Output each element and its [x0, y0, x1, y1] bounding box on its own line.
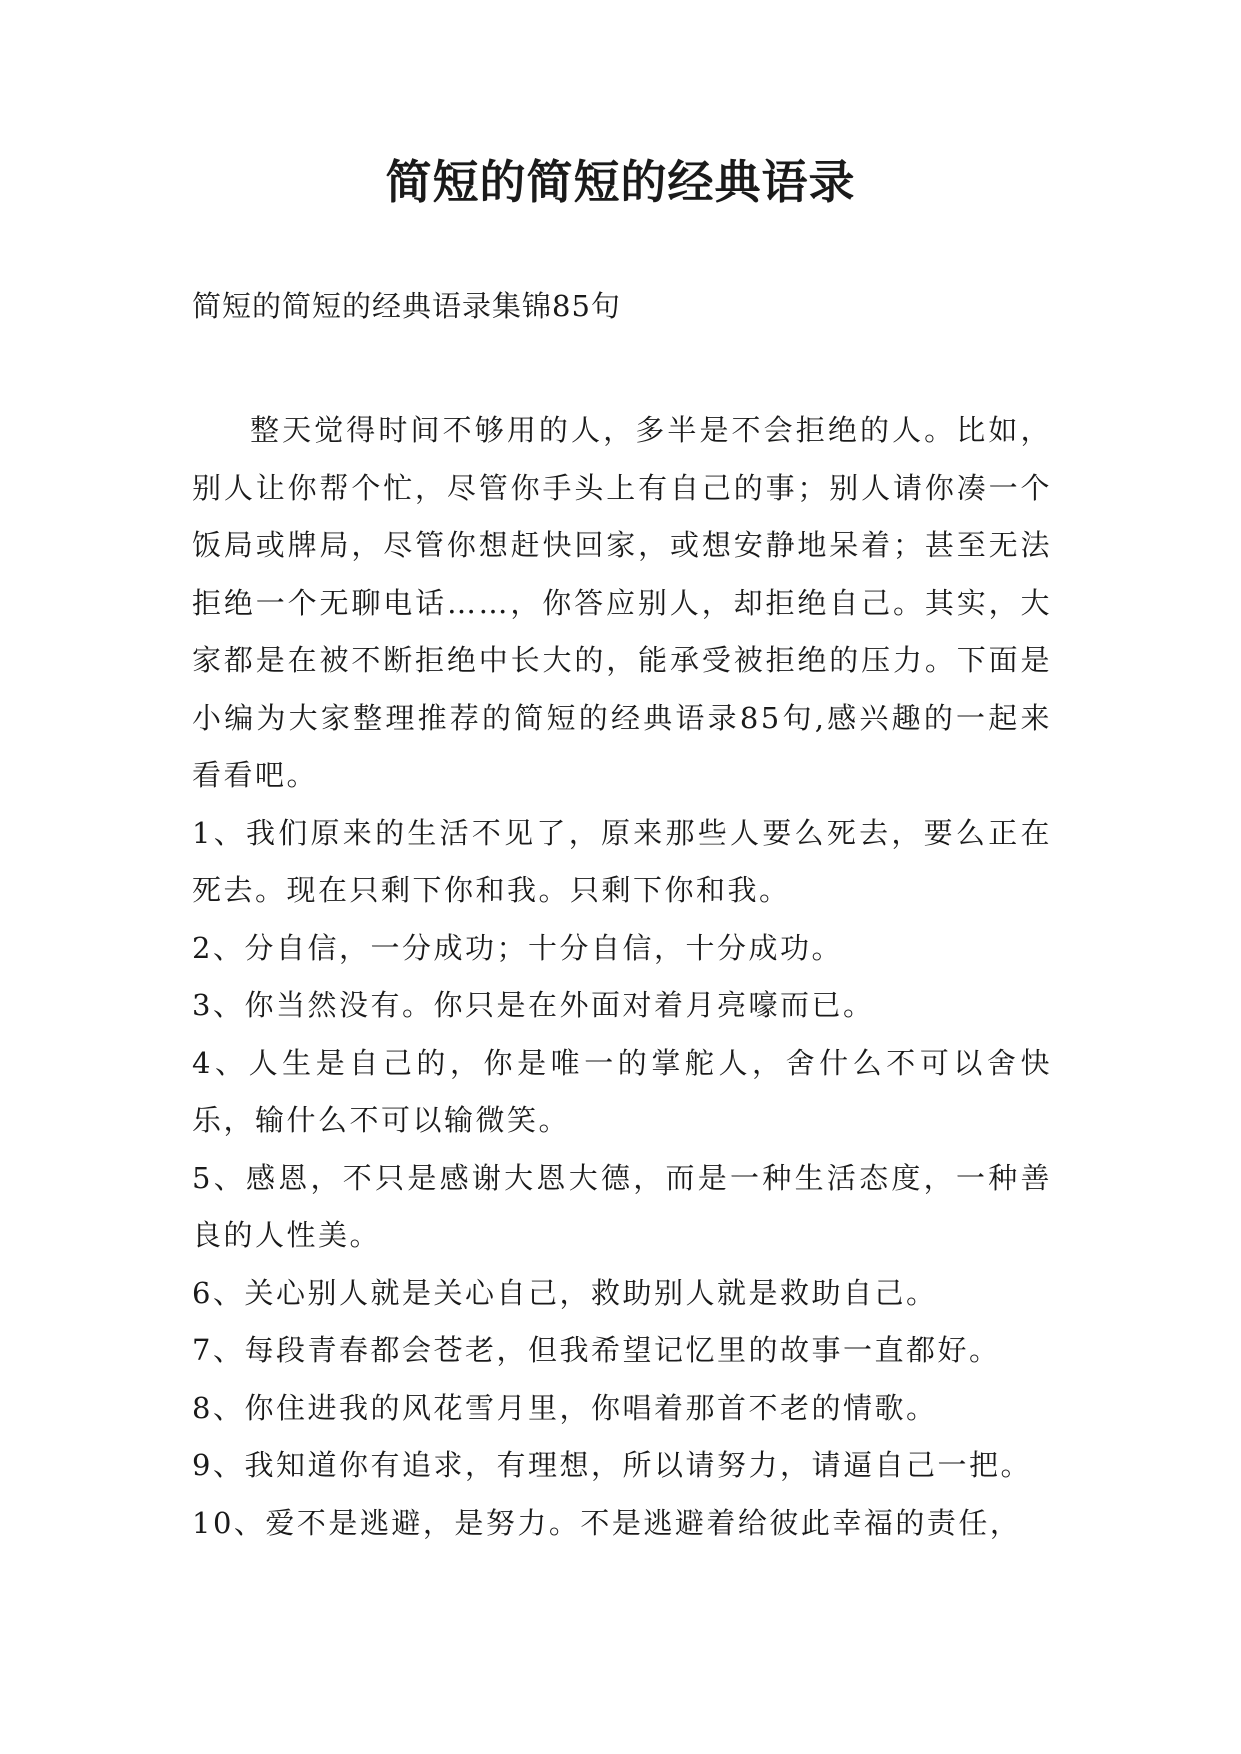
- quote-item-4: 4、人生是自己的，你是唯一的掌舵人，舍什么不可以舍快乐，输什么不可以输微笑。: [192, 1045, 1052, 1137]
- intro-paragraph: 整天觉得时间不够用的人，多半是不会拒绝的人。比如，别人让你帮个忙，尽管你手头上有自己的事；别人请你凑一个饭局或牌局，尽管你想赶快回家，或想安静地呆着；甚至无法拒绝一个无聊电话……，你答应别人，却拒绝自己。其实，大家都是在被不断拒绝中长大的，能承受被拒绝的压力。下面是小编为大家整理推荐的简短的经典语录85句,感兴趣的一起来看看吧。: [192, 413, 1052, 792]
- quote-item-6: 6、关心别人就是关心自己，救助别人就是救助自己。: [192, 1275, 938, 1310]
- document-title: 简短的简短的经典语录: [385, 155, 856, 209]
- quote-item-3: 3、你当然没有。你只是在外面对着月亮嚎而已。: [192, 988, 875, 1022]
- quote-item-9: 9、我知道你有追求，有理想，所以请努力，请逼自己一把。: [192, 1448, 1032, 1482]
- quote-item-1: 1、我们原来的生活不见了，原来那些人要么死去，要么正在死去。现在只剩下你和我。只剩下你和我。: [192, 815, 1052, 907]
- quote-item-2: 2、分自信，一分成功；十分自信，十分成功。: [192, 930, 843, 965]
- quote-item-7: 7、每段青春都会苍老，但我希望记忆里的故事一直都好。: [192, 1333, 1001, 1367]
- document-subtitle: 简短的简短的经典语录集锦85句: [192, 289, 621, 323]
- document-body: [192, 402, 1052, 1552]
- quote-item-8: 8、你住进我的风花雪月里，你唱着那首不老的情歌。: [192, 1390, 938, 1425]
- quote-item-5: 5、感恩，不只是感谢大恩大德，而是一种生活态度，一种善良的人性美。: [192, 1160, 1052, 1252]
- quote-item-10: 10、爱不是逃避，是努力。不是逃避着给彼此幸福的责任，: [192, 1505, 1022, 1540]
